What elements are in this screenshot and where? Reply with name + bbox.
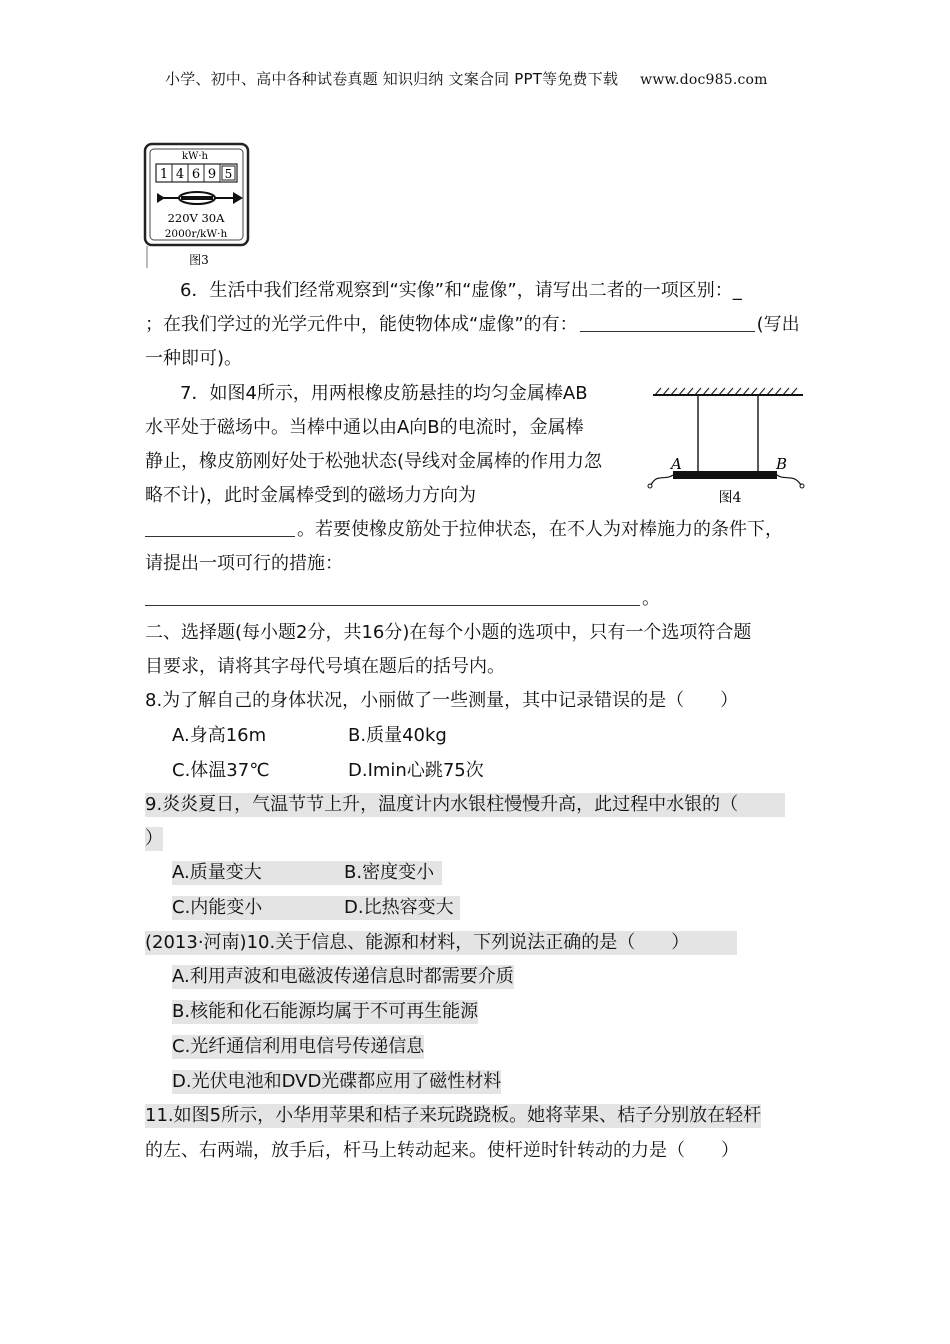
q10-stem: (2013·河南)10.关于信息、能源和材料，下列说法正确的是（ ） [145, 931, 737, 955]
meter-rating: 220V 30A [167, 211, 225, 225]
q9-stem-line-1: 9.炎炎夏日，气温节节上升，温度计内水银柱慢慢升高，此过程中水银的（ [145, 793, 785, 817]
q7-line-7-end: 。 [642, 588, 660, 609]
q6-line-2-tail: (写出 [756, 314, 800, 335]
q8-option-c[interactable]: C.体温37℃ [172, 760, 270, 781]
q6-line-3: 一种即可)。 [145, 348, 243, 369]
q9-option-c[interactable]: C.内能变小 [172, 897, 263, 918]
q9-option-row-1 [172, 861, 442, 885]
q7-line-5-text: 。若要使橡皮筋处于拉伸状态，在不人为对棒施力的条件下， [297, 519, 783, 540]
meter-constant: 2000r/kW·h [164, 228, 228, 240]
q6-line-2-text: ；在我们学过的光学元件中，能使物体成“虚像”的有： [145, 314, 578, 335]
figure-4-caption: 图4 [718, 490, 742, 506]
q6-line-2 [145, 313, 800, 337]
q10-option-a[interactable]: A.利用声波和电磁波传递信息时都需要介质 [172, 966, 514, 987]
metal-rod [673, 471, 777, 479]
q7-line-7 [145, 587, 660, 611]
header-site: www.doc985.com [640, 72, 768, 88]
q7-line-4: 略不计)，此时金属棒受到的磁场力方向为 [145, 485, 477, 506]
q7-line-5 [145, 518, 783, 542]
page-header [165, 68, 768, 89]
q9-option-b[interactable]: B.密度变小 [344, 862, 435, 883]
header-title: 小学、初中、高中各种试卷真题 知识归纳 文案合同 PPT等免费下载 [165, 70, 619, 88]
q7-line-6: 请提出一项可行的措施： [145, 553, 343, 574]
meter-unit: kW·h [182, 151, 208, 162]
q7-measure-blank[interactable] [145, 587, 640, 606]
q8-option-d[interactable]: D.Imin心跳75次 [348, 760, 484, 781]
section-2-line-2: 目要求，请将其字母代号填在题后的括号内。 [145, 656, 505, 677]
q8-option-a[interactable]: A.身高16m [172, 725, 267, 746]
q8-stem: 8.为了解自己的身体状况，小丽做了一些测量，其中记录错误的是（ ） [145, 690, 739, 711]
q10-option-b[interactable]: B.核能和化石能源均属于不可再生能源 [172, 1001, 479, 1022]
rod-label-a: A [671, 455, 682, 473]
q6-answer-blank[interactable] [580, 313, 755, 332]
q10-option-d[interactable]: D.光伏电池和DVD光碟都应用了磁性材料 [172, 1071, 502, 1092]
figure-4-rod [645, 385, 810, 507]
q8-option-b[interactable]: B.质量40kg [348, 725, 447, 746]
q11-stem-line-2: 的左、右两端，放手后，杆马上转动起来。使杆逆时针转动的力是（ ） [145, 1140, 739, 1161]
q7-line-1: 7．如图4所示，用两根橡皮筋悬挂的均匀金属棒AB [180, 383, 588, 404]
q10-option-c[interactable]: C.光纤通信利用电信号传递信息 [172, 1036, 425, 1057]
q7-force-direction-blank[interactable] [145, 518, 295, 537]
q9-option-a[interactable]: A.质量变大 [172, 862, 262, 883]
section-2-line-1: 二、选择题(每小题2分，共16分)在每个小题的选项中，只有一个选项符合题 [145, 622, 752, 643]
meter-digit-3: 6 [191, 167, 201, 182]
wire-left [651, 475, 673, 485]
q6-line-1: 6．生活中我们经常观察到“实像”和“虚像”，请写出二者的一项区别：_ [180, 280, 742, 301]
q11-stem-line-1: 11.如图5所示，小华用苹果和桔子来玩跷跷板。她将苹果、桔子分别放在轻杆 [145, 1105, 762, 1126]
meter-digit-2: 4 [175, 167, 185, 182]
meter-digit-5: 5 [224, 167, 233, 181]
ceiling-hatch [655, 388, 797, 395]
rod-label-b: B [776, 455, 788, 473]
q7-line-3: 静止，橡皮筋刚好处于松弛状态(导线对金属棒的作用力忽 [145, 451, 603, 472]
q9-option-row-2 [172, 896, 460, 920]
q9-stem-line-2: ） [145, 828, 163, 849]
q9-option-d[interactable]: D.比热容变大 [344, 897, 454, 918]
figure-3-meter [143, 142, 253, 270]
figure-3-caption: 图3 [189, 253, 209, 267]
meter-digit-4: 9 [207, 167, 217, 182]
wire-right [777, 475, 801, 485]
q7-line-2: 水平处于磁场中。当棒中通以由A向B的电流时，金属棒 [145, 417, 584, 438]
meter-digit-1: 1 [159, 167, 169, 182]
